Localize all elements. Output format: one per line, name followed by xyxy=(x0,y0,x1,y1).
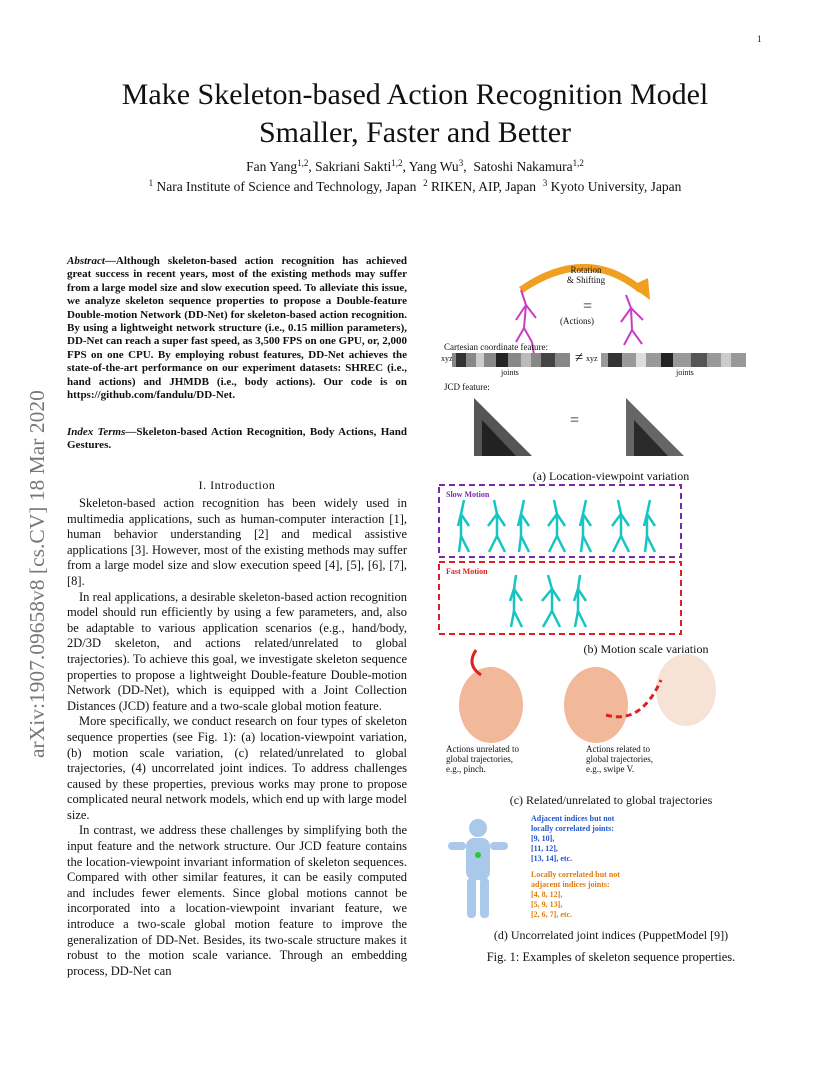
related-label xyxy=(586,744,653,774)
index-terms xyxy=(67,426,407,453)
caption-b: (b) Motion scale variation xyxy=(583,642,709,656)
skeleton-bone xyxy=(542,589,552,601)
cartesian-strip-right xyxy=(601,353,746,367)
unrelated-label xyxy=(446,744,519,774)
hand-left xyxy=(459,667,523,743)
caption-d: (d) Uncorrelated joint indices (PuppetModel [9]) xyxy=(493,928,729,942)
author-sup: 1,2 xyxy=(297,158,309,168)
paragraph: Skeleton-based action recognition has been widely used in multimedia applications, such as human-computer interaction [1], human behavior understanding [2] and medical assistive applications [3]. However, most of the existing methods may suffer from a large model size and slow execution speed [4], [5], [6], [7], [8]. xyxy=(67,496,407,588)
unrelated-line: e.g., pinch. xyxy=(446,764,486,774)
skeleton-bone xyxy=(647,536,655,552)
skeleton-bone xyxy=(618,500,621,514)
author-name: Satoshi Nakamura xyxy=(473,159,573,174)
skeleton-bone xyxy=(557,536,565,552)
skeleton-bone xyxy=(497,536,505,552)
intro-body xyxy=(67,496,407,979)
title-line-1: Make Skeleton-based Action Recognition Model xyxy=(121,78,709,111)
author-name: Sakriani Sakti xyxy=(315,159,392,174)
local-note xyxy=(531,870,620,920)
skeleton-bone xyxy=(543,611,552,627)
author-sup: 3 xyxy=(458,158,464,168)
aff-sup: 3 xyxy=(542,178,548,188)
author-sup: 1,2 xyxy=(572,158,584,168)
skeleton-bone xyxy=(494,500,497,514)
local-line: adjacent indices joints: xyxy=(531,880,610,889)
affiliation: Kyoto University, Japan xyxy=(550,179,682,194)
local-line: [5, 9, 13], xyxy=(531,900,563,909)
skeleton-bone xyxy=(581,536,583,552)
cartesian-label: Cartesian coordinate feature: xyxy=(444,342,548,352)
slow-motion-label: Slow Motion xyxy=(446,490,490,499)
paragraph: In real applications, a desirable skeleton-based action recognition model should run efficiently by using a few parameters, and, also be adaptable to various application scenarios (e.g., hand/body, 2D/3D skeleton, and actions related/unrelated to global trajectories). To achieve this goal, we investigate skeleton sequence properties to propose a lightweight Double-feature Double-motion Network (DD-Net), which is equipped with a Joint Collection Distances (JCD) feature and a two-scale global motion feature. xyxy=(67,589,407,713)
rotation-label-1: Rotation xyxy=(570,265,602,275)
actions-label: (Actions) xyxy=(560,316,594,326)
skeleton-bone xyxy=(489,536,497,552)
skeleton-bone xyxy=(613,536,621,552)
skeleton-bone xyxy=(621,536,629,552)
fast-motion-label: Fast Motion xyxy=(446,567,488,576)
adjacent-line: Adjacent indices but not xyxy=(531,814,615,823)
skeleton-bone xyxy=(578,611,586,627)
skeleton-bone xyxy=(521,536,529,552)
puppet-figure xyxy=(448,819,508,918)
paragraph: In contrast, we address these challenges by simplifying both the input feature and the network structure. Our JCD feature contains the location-viewpoint invariant information of skeleton sequences. Compared with other similar features, it can be easily computed and includes fewer elements. Since global motions cannot be incorporated into a location-viewpoint invariant feature, we introduce a two-scale global motion feature to improve the generalization of DD-Net. Besides, its two-scale structure makes it robust to the motion scale variance. Through an embedding process, DD-Net can xyxy=(67,823,407,978)
skeleton-bone xyxy=(548,514,557,526)
arxiv-identifier xyxy=(24,282,50,762)
caption-a: (a) Location-viewpoint variation xyxy=(532,469,690,483)
slow-motion-skeletons xyxy=(458,500,655,552)
skeleton-bone xyxy=(575,611,578,627)
author-name: Fan Yang xyxy=(246,159,298,174)
skeleton-bone xyxy=(459,536,461,552)
jcd-label: JCD feature: xyxy=(444,382,490,392)
rotation-label xyxy=(556,265,616,285)
skeleton-bone xyxy=(578,575,580,589)
abstract xyxy=(67,255,407,402)
skeleton-bone xyxy=(519,536,521,552)
index-label: Index Terms xyxy=(67,426,126,438)
aff-sup: 2 xyxy=(423,178,428,188)
cartesian-strip-left xyxy=(452,353,570,367)
hand-middle xyxy=(564,667,628,743)
skeleton-bone xyxy=(521,500,524,514)
paper-title xyxy=(60,76,770,152)
adjacent-note xyxy=(531,814,614,864)
abstract-text: —Although skeleton-based action recognition has achieved great success in recent years, most of the existing methods may suffer from a large model size and slow execution speed. To alleviate this issue, we analyze skeleton sequence properties to propose a Double-feature Double-motion Network (DD-Net) for skeleton-based action recognition. By using a lightweight network structure (i.e., 0.15 million parameters), DD-Net can reach a super fast speed, as 3,500 FPS on one GPU, or, 2,000 FPS on one CPU. By employing robust features, DD-Net achieves the state-of-the-art performance on our experiment datasets: SHREC (i.e., hand actions) and JHMDB (i.e., body actions). Our code is on https://github.com/fandulu/DD-Net. xyxy=(67,255,407,402)
paragraph: More specifically, we conduct research on four types of skeleton sequence properties (see Fig. 1): (a) location-viewpoint variation, (b) motion scale variation, (c) related/unrelated to global trajectories, (4) uncorrelated joint indices. To address challenges caused by these properties, previous works may prone to propose complicated neural network models, which end up with large model size. xyxy=(67,714,407,822)
skeleton-bone xyxy=(645,536,647,552)
title-line-2: Smaller, Faster and Better xyxy=(258,116,572,149)
xyz-label-right: xyz xyxy=(586,354,598,363)
skeleton-bone xyxy=(511,611,514,627)
rotation-label-2: & Shifting xyxy=(566,275,606,285)
section-heading: I. Introduction xyxy=(198,478,276,492)
skeleton-bone xyxy=(583,536,591,552)
skeleton-bone xyxy=(552,611,560,627)
related-line: global trajectories, xyxy=(586,754,653,764)
caption-c: (c) Related/unrelated to global trajectories xyxy=(509,793,713,807)
adjacent-line: locally correlated joints: xyxy=(531,824,614,833)
pose-right xyxy=(621,295,643,345)
skeleton-bone xyxy=(549,536,557,552)
figure-caption: Fig. 1: Examples of skeleton sequence properties. xyxy=(486,950,736,964)
fast-motion-skeletons xyxy=(510,575,586,627)
local-line: [2, 6, 7], etc. xyxy=(531,910,573,919)
page-number: 1 xyxy=(757,34,762,44)
index-text: —Skeleton-based Action Recognition, Body Actions, Hand Gestures. xyxy=(67,426,407,452)
unrelated-line: Actions unrelated to xyxy=(446,744,519,754)
related-line: Actions related to xyxy=(586,744,650,754)
affiliation-list xyxy=(60,178,770,196)
skeleton-bone xyxy=(461,500,464,514)
joints-label-right: joints xyxy=(676,368,694,377)
hand-faded xyxy=(656,654,716,726)
related-line: e.g., swipe V. xyxy=(586,764,635,774)
skeleton-bone xyxy=(612,514,621,526)
skeleton-bone xyxy=(554,500,557,514)
author-sup: 1,2 xyxy=(391,158,403,168)
adjacent-line: [9, 10], xyxy=(531,834,555,843)
author-name: Yang Wu xyxy=(408,159,459,174)
xyz-label-left: xyz xyxy=(441,354,453,363)
equals-sign-jcd: = xyxy=(570,412,580,429)
skeleton-bone xyxy=(583,500,586,514)
unrelated-line: global trajectories, xyxy=(446,754,513,764)
adjacent-line: [11, 12], xyxy=(531,844,558,853)
author-list: Fan Yang$^{1,2}$, Sakriani Sakti$^{1,2}$, Yang Wu$^3$, Satoshi Nakamura$^{1,2}$ xyxy=(246,158,584,174)
skeleton-bone xyxy=(461,536,469,552)
figure-1 xyxy=(436,250,786,980)
skeleton-bone xyxy=(548,575,552,589)
equals-sign-a: = xyxy=(583,298,593,315)
affiliation: RIKEN, AIP, Japan xyxy=(431,179,537,194)
local-line: [4, 8, 12], xyxy=(531,890,563,899)
joints-label-left: joints xyxy=(501,368,519,377)
affiliation: Nara Institute of Science and Technology, Japan xyxy=(156,179,417,194)
adjacent-line: [13, 14], etc. xyxy=(531,854,573,863)
abstract-label: Abstract xyxy=(67,255,105,267)
skeleton-bone xyxy=(647,500,650,514)
skeleton-bone xyxy=(488,514,497,526)
local-line: Locally correlated but not xyxy=(531,870,620,879)
skeleton-bone xyxy=(514,611,522,627)
arxiv-text: arXiv:1907.09658v8 [cs.CV] 18 Mar 2020 xyxy=(25,390,49,758)
aff-sup: 1 xyxy=(148,178,154,188)
skeleton-bone xyxy=(514,575,516,589)
not-equals-sign: ≠ xyxy=(575,350,584,366)
